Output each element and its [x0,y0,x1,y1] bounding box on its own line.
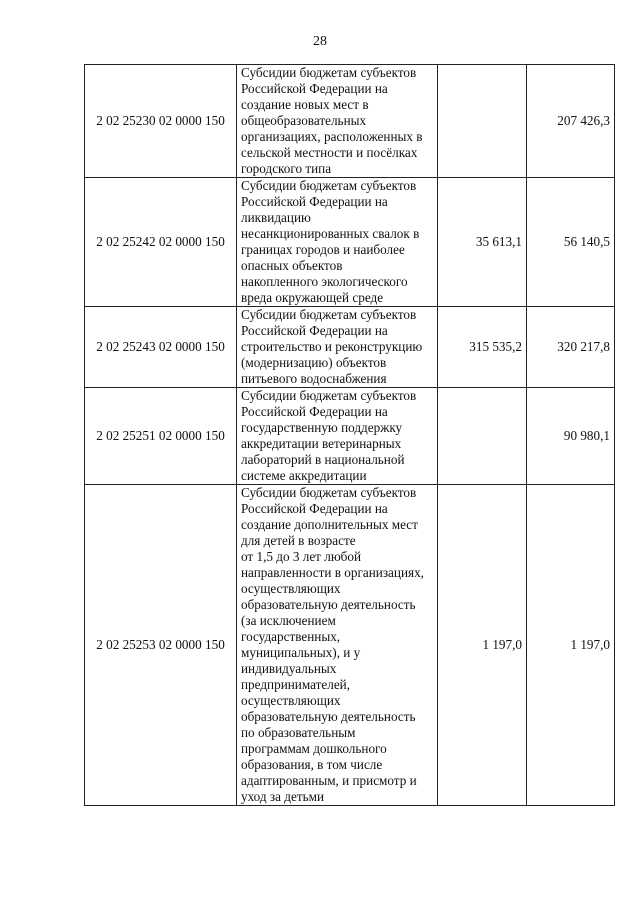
budget-code-cell: 2 02 25230 02 0000 150 [85,65,237,178]
amount-cell-1: 35 613,1 [438,178,527,307]
amount-cell-2: 207 426,3 [527,65,615,178]
description-line: Субсидии бюджетам субъектов [241,178,417,193]
amount-cell-2: 1 197,0 [527,485,615,806]
description-line: несанкционированных свалок в [241,226,420,241]
description-line: вреда окружающей среде [241,290,384,305]
description-line: уход за детьми [241,789,325,804]
description-line: (модернизацию) объектов [241,355,387,370]
description-line: Субсидии бюджетам субъектов [241,388,417,403]
description-line: создание новых мест в [241,97,369,112]
description-line: общеобразовательных [241,113,367,128]
description-line: осуществляющих [241,693,341,708]
description-line: для детей в возрасте [241,533,356,548]
description-line: осуществляющих [241,581,341,596]
description-line: Российской Федерации на [241,323,388,338]
description-line: строительство и реконструкцию [241,339,423,354]
description-line: образовательную деятельность [241,709,416,724]
description-line: городского типа [241,161,332,176]
description-line: организациях, расположенных в [241,129,423,144]
table-row [85,307,615,388]
budget-subsidy-table [84,64,615,806]
amount-cell-1 [438,65,527,178]
description-line: создание дополнительных мест [241,517,418,532]
description-line: Российской Федерации на [241,404,388,419]
amount-cell-1: 1 197,0 [438,485,527,806]
budget-code-cell: 2 02 25253 02 0000 150 [85,485,237,806]
description-line: адаптированным, и присмотр и [241,773,417,788]
amount-cell-2: 90 980,1 [527,388,615,485]
table-row [85,485,615,806]
budget-code-cell: 2 02 25243 02 0000 150 [85,307,237,388]
amount-cell-1 [438,388,527,485]
table-row [85,388,615,485]
description-line: Субсидии бюджетам субъектов [241,485,417,500]
description-line: муниципальных), и у [241,645,361,660]
description-line: по образовательным [241,725,356,740]
page-number: 28 [313,34,327,49]
description-cell [237,307,438,388]
budget-code-cell: 2 02 25251 02 0000 150 [85,388,237,485]
description-line: питьевого водоснабжения [241,371,387,386]
description-line: предпринимателей, [241,677,351,692]
description-line: образования, в том числе [241,757,383,772]
description-line: индивидуальных [241,661,337,676]
description-line: границах городов и наиболее [241,242,405,257]
description-line: программам дошкольного [241,741,387,756]
description-line: аккредитации ветеринарных [241,436,402,451]
table-row [85,178,615,307]
amount-cell-1: 315 535,2 [438,307,527,388]
description-line: опасных объектов [241,258,343,273]
description-line: (за исключением [241,613,336,628]
description-cell [237,178,438,307]
amount-cell-2: 56 140,5 [527,178,615,307]
description-line: накопленного экологического [241,274,408,289]
description-line: государственных, [241,629,341,644]
description-line: направленности в организациях, [241,565,424,580]
description-line: лабораторий в национальной [241,452,405,467]
description-cell [237,388,438,485]
table-row [85,65,615,178]
amount-cell-2: 320 217,8 [527,307,615,388]
table-body [85,65,615,806]
description-line: Российской Федерации на [241,194,388,209]
description-line: Российской Федерации на [241,81,388,96]
description-cell [237,485,438,806]
budget-code-cell: 2 02 25242 02 0000 150 [85,178,237,307]
description-line: образовательную деятельность [241,597,416,612]
description-line: сельской местности и посёлках [241,145,418,160]
description-line: системе аккредитации [241,468,367,483]
description-line: от 1,5 до 3 лет любой [241,549,362,564]
description-line: Субсидии бюджетам субъектов [241,65,417,80]
description-cell [237,65,438,178]
description-line: ликвидацию [241,210,311,225]
description-line: государственную поддержку [241,420,403,435]
description-line: Российской Федерации на [241,501,388,516]
description-line: Субсидии бюджетам субъектов [241,307,417,322]
